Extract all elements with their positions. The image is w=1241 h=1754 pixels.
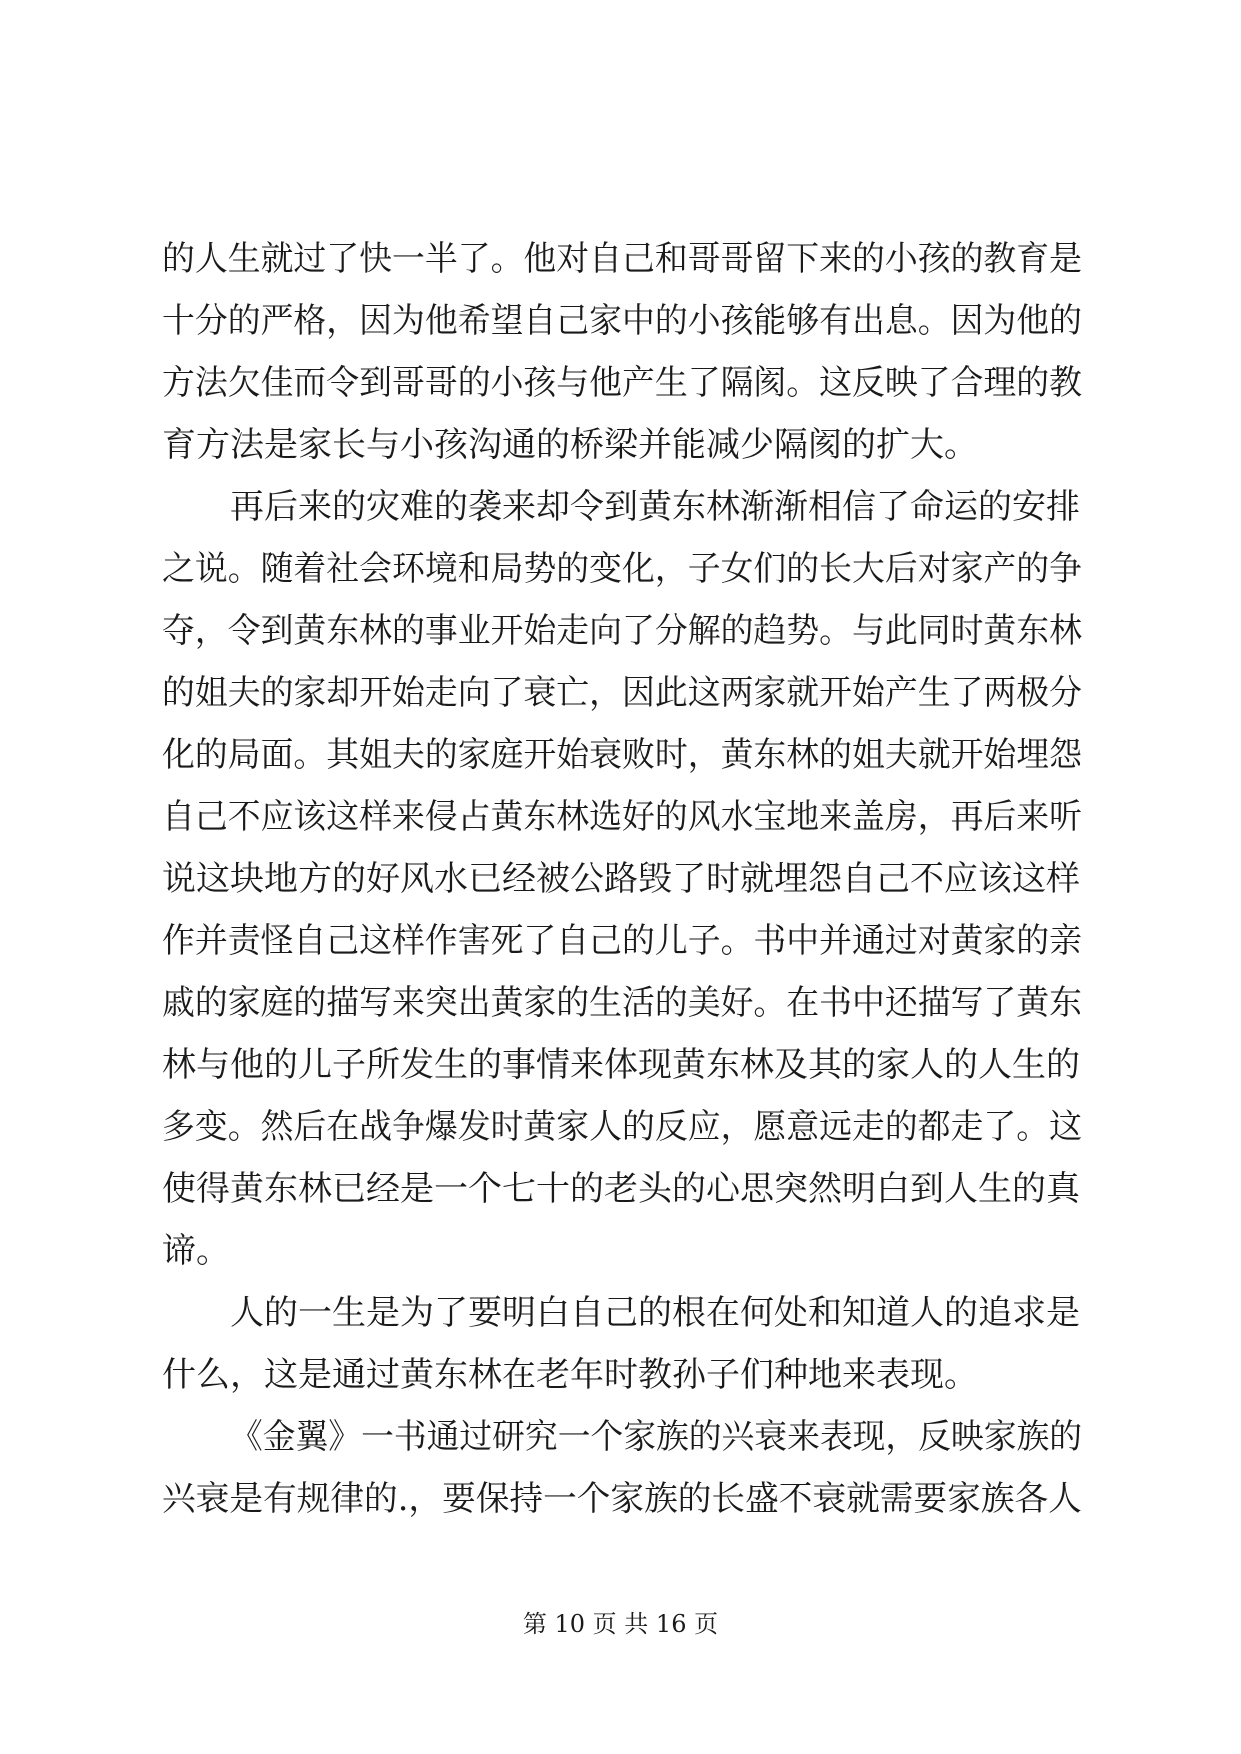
text-line: 什么，这是通过黄东林在老年时教孙子们种地来表现。 [162, 1355, 978, 1395]
text-line: 《金翼》一书通过研究一个家族的兴衰来表现，反映家族的 [230, 1417, 1082, 1457]
text-line: 十分的严格，因为他希望自己家中的小孩能够有出息。因为他的 [162, 301, 1082, 341]
text-line: 多变。然后在战争爆发时黄家人的反应，愿意远走的都走了。这 [162, 1107, 1082, 1147]
text-line: 兴衰是有规律的.，要保持一个家族的长盛不衰就需要家族各人 [162, 1479, 1082, 1519]
text-line: 说这块地方的好风水已经被公路毁了时就埋怨自己不应该这样 [162, 859, 1080, 899]
text-line: 育方法是家长与小孩沟通的桥梁并能减少隔阂的扩大。 [162, 425, 978, 465]
text-line: 再后来的灾难的袭来却令到黄东林渐渐相信了命运的安排 [230, 487, 1080, 527]
page-number-footer: 第 10 页 共 16 页 [522, 1610, 719, 1638]
text-line: 谛。 [162, 1231, 230, 1271]
text-line: 自己不应该这样来侵占黄东林选好的风水宝地来盖房，再后来听 [162, 797, 1082, 837]
text-line: 林与他的儿子所发生的事情来体现黄东林及其的家人的人生的 [162, 1045, 1080, 1085]
text-line: 的人生就过了快一半了。他对自己和哥哥留下来的小孩的教育是 [162, 239, 1082, 279]
text-line: 使得黄东林已经是一个七十的老头的心思突然明白到人生的真 [162, 1169, 1080, 1209]
text-line: 之说。随着社会环境和局势的变化，子女们的长大后对家产的争 [162, 549, 1082, 589]
text-line: 的姐夫的家却开始走向了衰亡，因此这两家就开始产生了两极分 [162, 673, 1082, 713]
text-line: 作并责怪自己这样作害死了自己的儿子。书中并通过对黄家的亲 [162, 921, 1082, 961]
text-line: 夺，令到黄东林的事业开始走向了分解的趋势。与此同时黄东林 [162, 611, 1082, 651]
text-line: 戚的家庭的描写来突出黄家的生活的美好。在书中还描写了黄东 [162, 983, 1082, 1023]
text-line: 人的一生是为了要明白自己的根在何处和知道人的追求是 [230, 1293, 1080, 1333]
text-line: 方法欠佳而令到哥哥的小孩与他产生了隔阂。这反映了合理的教 [162, 363, 1082, 403]
text-line: 化的局面。其姐夫的家庭开始衰败时，黄东林的姐夫就开始埋怨 [162, 735, 1082, 775]
